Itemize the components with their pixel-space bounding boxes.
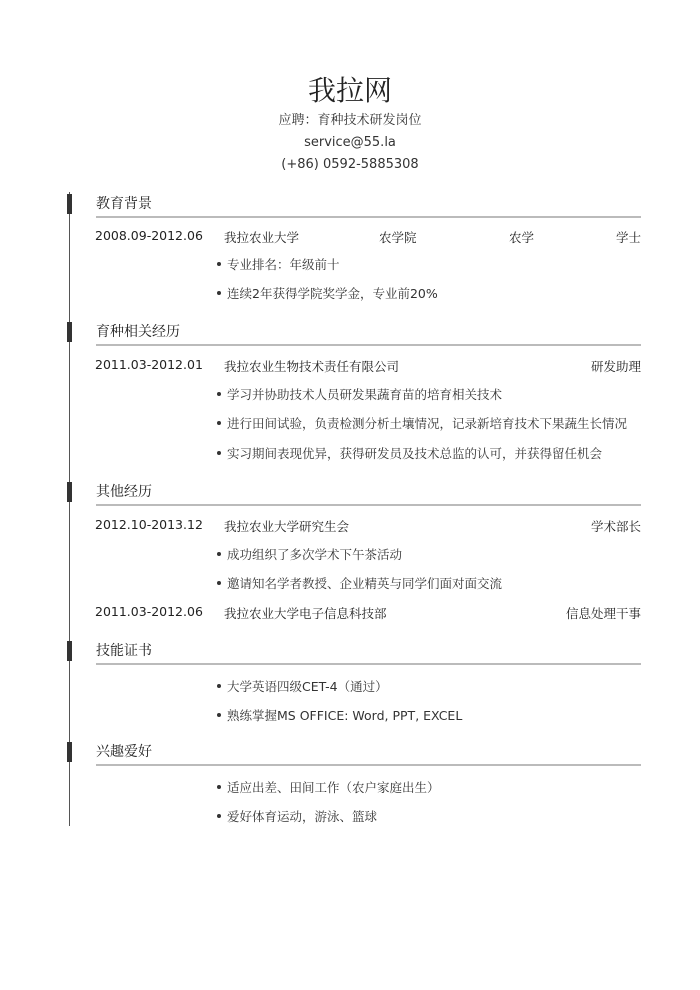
major-name: 农学 [509,230,535,245]
bullet-dot [217,392,221,396]
role: 研发助理 [590,359,641,374]
organization: 我拉农业生物技术责任有限公司 [224,359,400,374]
section-breeding-experience [69,320,641,461]
section-skills [69,639,641,723]
section-title [69,320,641,348]
bullet-dot [217,421,221,425]
section-marker [67,322,72,342]
applied-position: 应聘：育种技术研发岗位 [278,113,422,128]
section-title [69,740,641,768]
bullet-dot [217,581,221,585]
organization: 我拉农业大学研究生会 [224,519,350,534]
bullet-dot [217,785,221,789]
section-hobbies [69,740,641,824]
bullet-dot [217,713,221,717]
section-divider [96,663,641,665]
section-label: 兴趣爱好 [96,744,152,760]
bullet-dot [217,684,221,688]
list-item-text: 进行田间试验，负责检测分析土壤情况，记录新培育技术下果蔬生长情况 [227,416,628,431]
entry-date: 2008.09-2012.06 [95,228,203,243]
bullet-dot [217,291,221,295]
section-marker [67,742,72,762]
bullet-dot [217,262,221,266]
list-item-text: 邀请知名学者教授、企业精英与同学们面对面交流 [227,576,503,591]
bullet-dot [217,552,221,556]
section-label: 育种相关经历 [96,324,180,340]
entry-date: 2011.03-2012.01 [95,357,203,372]
email: service@55.la [304,135,396,150]
organization: 我拉农业大学电子信息科技部 [224,606,387,621]
degree: 学士 [615,230,641,245]
section-marker [67,641,72,661]
role: 学术部长 [590,519,641,534]
list-item-text: 实习期间表现优异，获得研发员及技术总监的认可，并获得留任机会 [227,446,603,461]
resume-header [0,72,700,176]
section-marker [67,194,72,214]
section-education [69,192,641,301]
role: 信息处理干事 [565,606,641,621]
section-title [69,192,641,220]
section-divider [96,216,641,218]
timeline-line [69,192,70,826]
experience-row [69,357,641,377]
candidate-name: 我拉网 [307,74,392,107]
section-title [69,480,641,508]
bullet-dot [217,814,221,818]
experience-row [69,517,641,537]
section-label: 技能证书 [96,643,152,659]
section-divider [96,764,641,766]
phone: (+86) 0592-5885308 [281,157,419,172]
entry-date: 2011.03-2012.06 [95,604,203,619]
experience-row [69,604,641,624]
bullet-dot [217,451,221,455]
list-item-text: 大学英语四级CET-4（通过） [227,679,388,694]
list-item-text: 熟练掌握MS OFFICE: Word, PPT, EXCEL [227,708,463,723]
entry-date: 2012.10-2013.12 [95,517,203,532]
college-name: 农学院 [379,230,417,245]
section-divider [96,504,641,506]
list-item-text: 专业排名：年级前十 [227,257,340,272]
list-item-text: 学习并协助技术人员研发果蔬育苗的培育相关技术 [227,387,503,402]
list-item-text: 连续2年获得学院奖学金，专业前20% [227,286,438,301]
section-other-experience [69,480,641,621]
school-name: 我拉农业大学 [224,230,300,245]
section-label: 其他经历 [96,484,152,500]
section-title [69,639,641,667]
list-item-text: 爱好体育运动，游泳、篮球 [227,809,378,824]
list-item-text: 成功组织了多次学术下午茶活动 [227,547,403,562]
section-divider [96,344,641,346]
education-row [69,228,641,248]
section-marker [67,482,72,502]
list-item-text: 适应出差、田间工作（农户家庭出生） [227,780,440,795]
section-label: 教育背景 [96,196,152,212]
